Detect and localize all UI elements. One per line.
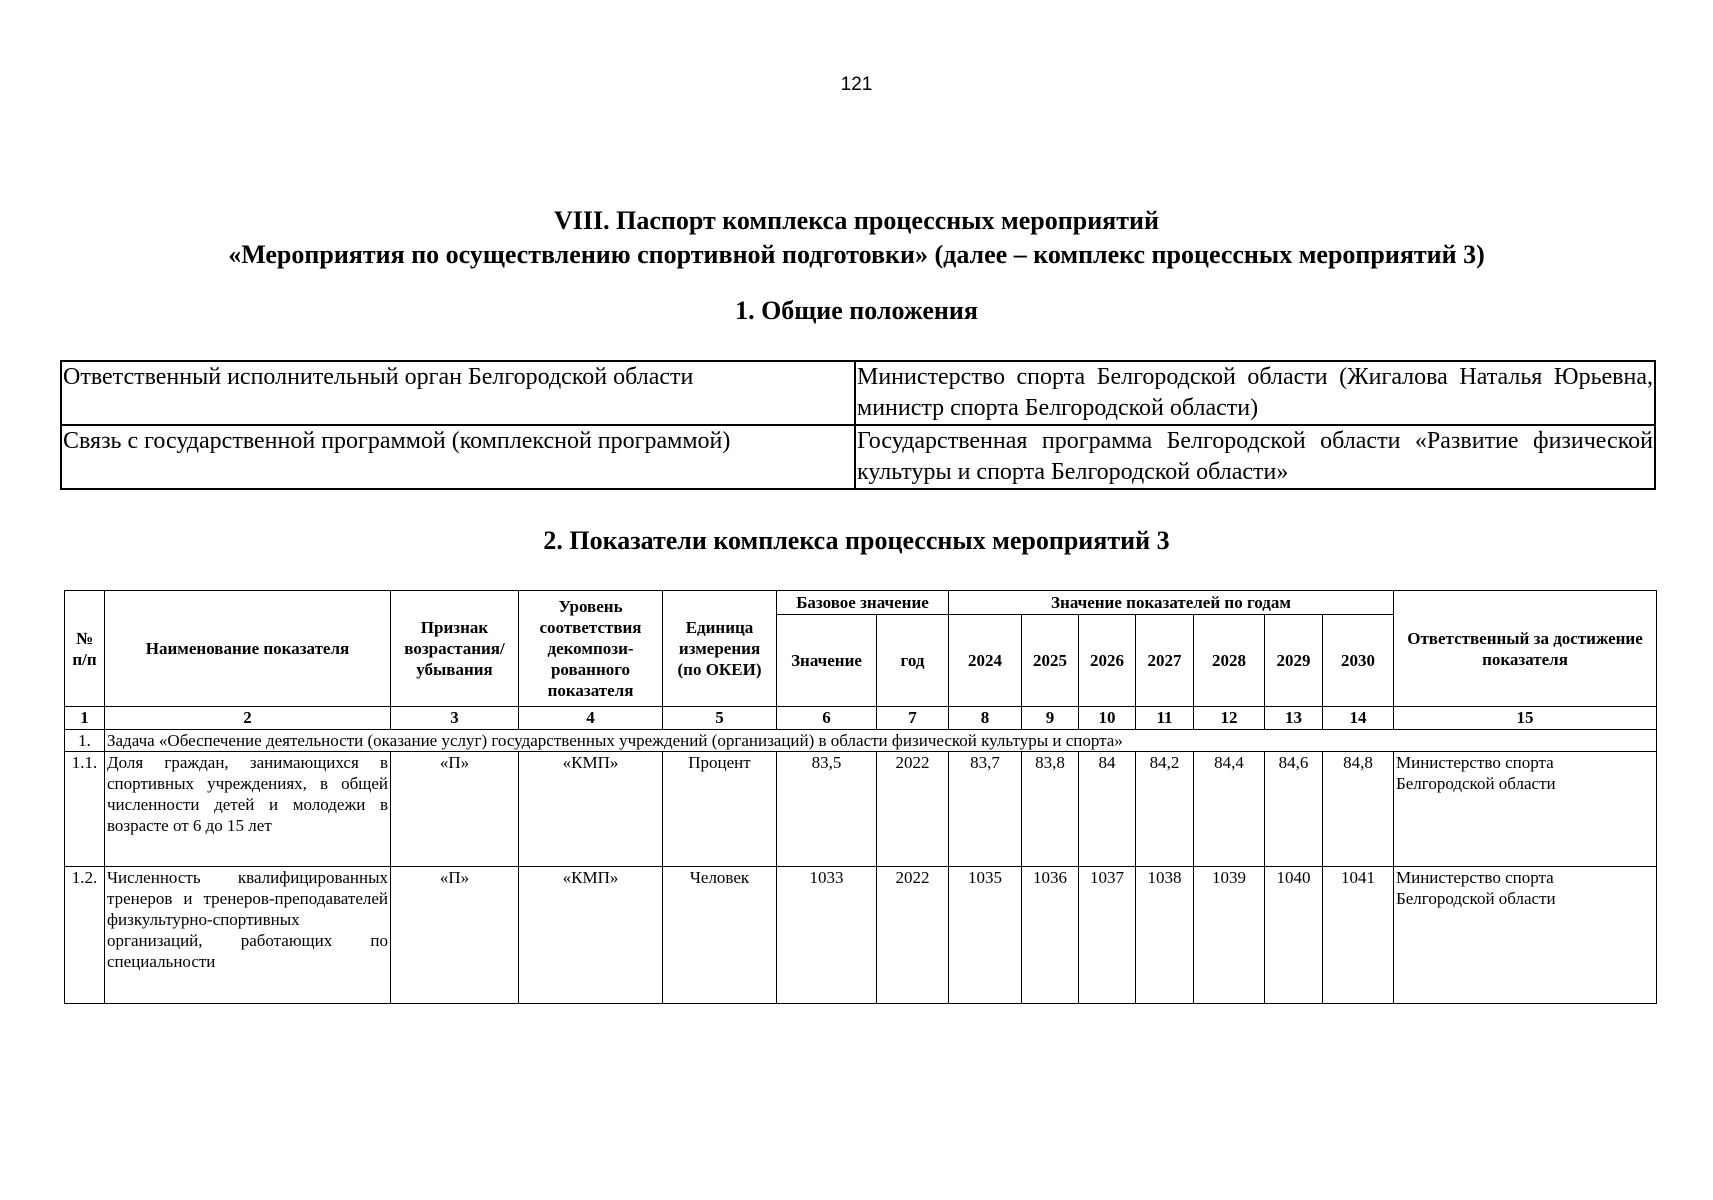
- year-value: 84,4: [1194, 752, 1265, 867]
- base-value: 83,5: [777, 752, 877, 867]
- header-responsible: Ответственный за достижение показателя: [1394, 591, 1657, 707]
- general-row: [61, 425, 1655, 489]
- section-1-heading: 1. Общие положения: [735, 296, 978, 325]
- document-title: [0, 204, 1713, 272]
- year-value: 83,7: [949, 752, 1022, 867]
- indicator-unit: Процент: [663, 752, 777, 867]
- header-year: 2024: [949, 615, 1022, 707]
- responsible-org: Министерство спорта Белгородской области: [1394, 867, 1657, 1004]
- general-label: Связь с государственной программой (комплексной программой): [61, 425, 855, 489]
- title-line-1: VIII. Паспорт комплекса процессных мероприятий: [554, 206, 1159, 235]
- header-year: 2025: [1022, 615, 1079, 707]
- general-row: [61, 361, 1655, 425]
- header-year: 2030: [1323, 615, 1394, 707]
- row-num: 1.1.: [65, 752, 105, 867]
- year-value: 1038: [1136, 867, 1194, 1004]
- header-year: 2027: [1136, 615, 1194, 707]
- base-value: 1033: [777, 867, 877, 1004]
- column-number: 2: [105, 707, 391, 730]
- indicator-level: «КМП»: [519, 752, 663, 867]
- base-year: 2022: [877, 752, 949, 867]
- general-label: Ответственный исполнительный орган Белгородской области: [61, 361, 855, 425]
- table-row: [65, 752, 1657, 867]
- column-number: 15: [1394, 707, 1657, 730]
- indicator-level: «КМП»: [519, 867, 663, 1004]
- column-number: 8: [949, 707, 1022, 730]
- task-num: 1.: [65, 730, 105, 752]
- general-provisions-table: [60, 360, 1656, 490]
- task-row: [65, 730, 1657, 752]
- row-num: 1.2.: [65, 867, 105, 1004]
- page-number: 121: [840, 74, 873, 95]
- indicators-table: [64, 590, 1657, 1004]
- base-year: 2022: [877, 867, 949, 1004]
- column-number: 7: [877, 707, 949, 730]
- general-value: Министерство спорта Белгородской области (Жигалова Наталья Юрьевна, министр спорта Белгородской области): [855, 361, 1655, 425]
- task-text: Задача «Обеспечение деятельности (оказание услуг) государственных учреждений (организаций) в области физической культуры и спорта»: [105, 730, 1657, 752]
- header-unit: Единица измерения (по ОКЕИ): [663, 591, 777, 707]
- header-base: Базовое значение: [777, 591, 949, 615]
- header-base-value: Значение: [777, 615, 877, 707]
- year-value: 1040: [1265, 867, 1323, 1004]
- indicator-name: Численность квалифицированных тренеров и тренеров-преподавателей физкультурно-спортивных организаций, работающих по специальности: [105, 867, 391, 1004]
- header-num: № п/п: [65, 591, 105, 707]
- column-number: 14: [1323, 707, 1394, 730]
- indicator-sign: «П»: [391, 867, 519, 1004]
- column-number: 3: [391, 707, 519, 730]
- year-value: 83,8: [1022, 752, 1079, 867]
- header-year: 2028: [1194, 615, 1265, 707]
- table-row: [65, 867, 1657, 1004]
- header-year: 2029: [1265, 615, 1323, 707]
- column-number: 6: [777, 707, 877, 730]
- year-value: 1036: [1022, 867, 1079, 1004]
- column-number: 12: [1194, 707, 1265, 730]
- column-number: 1: [65, 707, 105, 730]
- column-number: 11: [1136, 707, 1194, 730]
- column-number: 5: [663, 707, 777, 730]
- column-number: 9: [1022, 707, 1079, 730]
- section-2-heading: 2. Показатели комплекса процессных мероприятий 3: [543, 526, 1170, 555]
- indicator-name: Доля граждан, занимающихся в спортивных учреждениях, в общей численности детей и молодежи в возрасте от 6 до 15 лет: [105, 752, 391, 867]
- column-number: 13: [1265, 707, 1323, 730]
- indicator-unit: Человек: [663, 867, 777, 1004]
- responsible-org: Министерство спорта Белгородской области: [1394, 752, 1657, 867]
- year-value: 1039: [1194, 867, 1265, 1004]
- header-year: 2026: [1079, 615, 1136, 707]
- year-value: 84,8: [1323, 752, 1394, 867]
- column-number: 10: [1079, 707, 1136, 730]
- year-value: 84,6: [1265, 752, 1323, 867]
- column-number: 4: [519, 707, 663, 730]
- header-base-year: год: [877, 615, 949, 707]
- general-value: Государственная программа Белгородской области «Развитие физической культуры и спорта Белгородской области»: [855, 425, 1655, 489]
- title-line-2: «Мероприятия по осуществлению спортивной подготовки» (далее – комплекс процессных мероприятий 3): [228, 240, 1485, 269]
- year-value: 1041: [1323, 867, 1394, 1004]
- header-name: Наименование показателя: [105, 591, 391, 707]
- year-value: 84,2: [1136, 752, 1194, 867]
- year-value: 1035: [949, 867, 1022, 1004]
- indicator-sign: «П»: [391, 752, 519, 867]
- year-value: 84: [1079, 752, 1136, 867]
- header-sign: Признак возрастания/ убывания: [391, 591, 519, 707]
- column-numbers-row: [65, 707, 1657, 730]
- header-level: Уровень соответствия декомпози-рованного показателя: [519, 591, 663, 707]
- header-years-group: Значение показателей по годам: [949, 591, 1394, 615]
- year-value: 1037: [1079, 867, 1136, 1004]
